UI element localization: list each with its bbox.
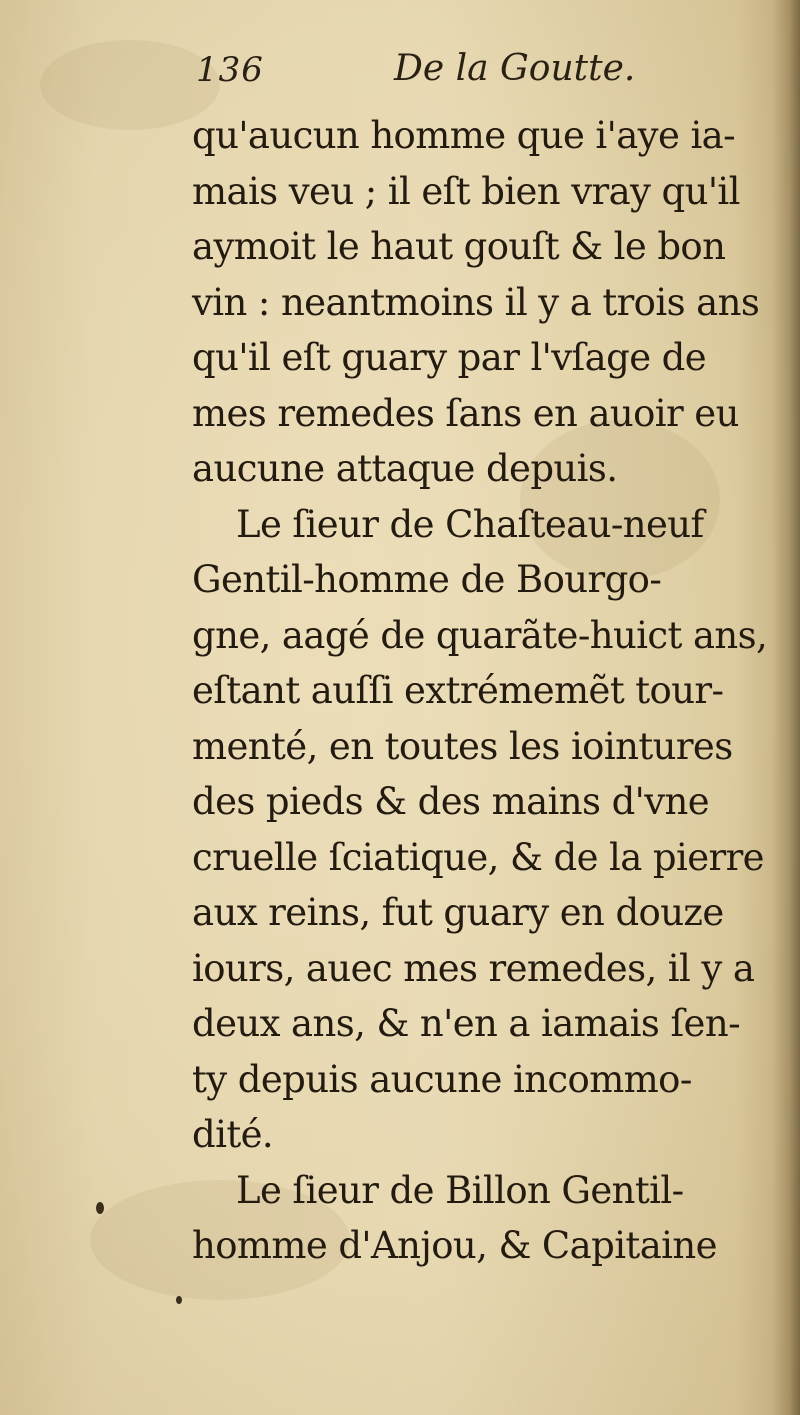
text-line: Le ſieur de Billon Gentil- [236, 1168, 684, 1212]
text-line: gne, aagé de quarãte-huict ans, [192, 613, 768, 657]
text-line: aucune attaque depuis. [192, 447, 618, 490]
text-line: dité. [192, 1113, 274, 1156]
text-line: menté, en toutes les iointures [192, 724, 733, 768]
page-number: 136 [196, 50, 264, 90]
text-line: qu'aucun homme que i'aye ia- [192, 114, 736, 157]
running-title: De la Goutte. [394, 48, 636, 89]
page-gutter-shadow [772, 0, 800, 1415]
body-text [192, 108, 768, 1274]
text-line: deux ans, & n'en a iamais ſen- [192, 1002, 740, 1045]
text-line: vin : neantmoins il y a trois ans [192, 280, 760, 324]
page-header [190, 44, 750, 100]
text-line: des pieds & des mains d'vne [192, 780, 710, 823]
text-line: aux reins, fut guary en douze [192, 891, 724, 934]
text-line: Le ſieur de Chaſteau-neuf [236, 502, 704, 546]
text-line: eſtant auſſi extrémemẽt tour- [192, 669, 724, 712]
text-line: mes remedes ſans en auoir eu [192, 391, 739, 435]
text-line: ty depuis aucune incommo- [192, 1057, 692, 1101]
text-line: aymoit le haut gouſt & le bon [192, 225, 726, 268]
ink-spot [96, 1202, 104, 1214]
text-line: mais veu ; il eſt bien vray qu'il [192, 169, 740, 213]
text-line: homme d'Anjou, & Capitaine [192, 1224, 717, 1267]
text-line: iours, auec mes remedes, il y a [192, 946, 755, 990]
text-line: qu'il eſt guary par l'vſage de [192, 336, 707, 379]
text-line: Gentil-homme de Bourgo- [192, 558, 662, 601]
text-line: cruelle ſciatique, & de la pierre [192, 835, 764, 879]
ink-spot [176, 1296, 182, 1304]
